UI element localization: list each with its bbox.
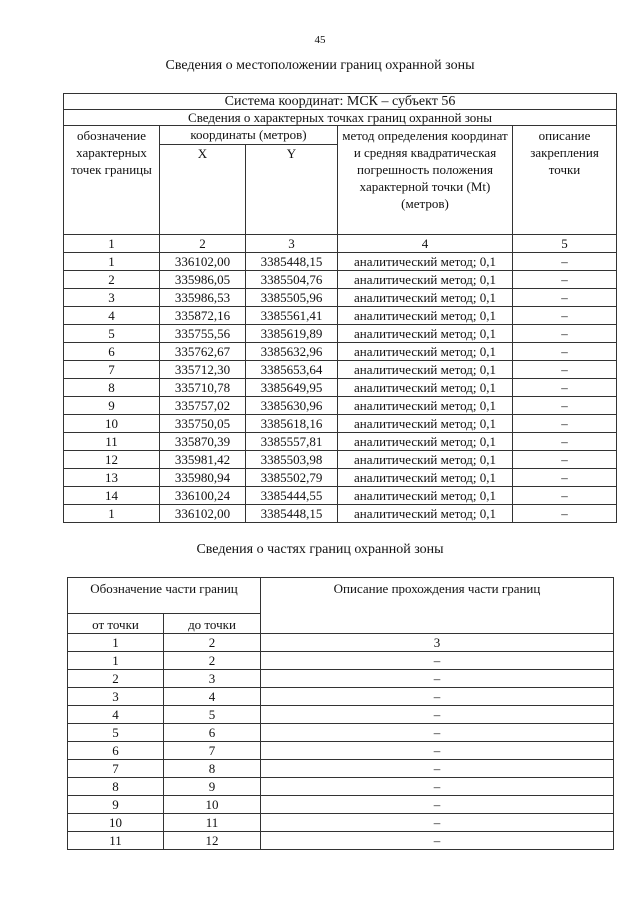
coord-x: 335986,05	[160, 271, 246, 289]
coordinate-system: Система координат: МСК – субъект 56	[64, 94, 617, 110]
description: –	[513, 451, 617, 469]
coord-x: 335757,02	[160, 397, 246, 415]
table-row	[68, 724, 614, 742]
to-point: 7	[164, 742, 261, 760]
coord-x: 335710,78	[160, 379, 246, 397]
section-title-location: Сведения о местоположении границ охранной зоны	[165, 58, 475, 73]
coord-x: 336102,00	[160, 505, 246, 523]
coord-y: 3385448,15	[246, 505, 338, 523]
from-point: 5	[68, 724, 164, 742]
description: –	[513, 469, 617, 487]
coord-y: 3385649,95	[246, 379, 338, 397]
coord-y: 3385561,41	[246, 307, 338, 325]
header-route-description: Описание прохождения части границ	[261, 578, 614, 634]
from-point: 4	[68, 706, 164, 724]
point-number: 12	[64, 451, 160, 469]
table-row	[68, 652, 614, 670]
table-row	[64, 343, 617, 361]
description: –	[513, 289, 617, 307]
table-row	[64, 433, 617, 451]
point-number: 6	[64, 343, 160, 361]
column-number: 1	[68, 634, 164, 652]
point-number: 11	[64, 433, 160, 451]
header-description: описание закрепления точки	[513, 126, 617, 235]
table-row	[64, 505, 617, 523]
point-number: 5	[64, 325, 160, 343]
table-row	[64, 253, 617, 271]
to-point: 3	[164, 670, 261, 688]
table-row	[68, 688, 614, 706]
table-row	[64, 325, 617, 343]
from-point: 11	[68, 832, 164, 850]
coord-y: 3385502,79	[246, 469, 338, 487]
coord-y: 3385448,15	[246, 253, 338, 271]
to-point: 12	[164, 832, 261, 850]
from-point: 10	[68, 814, 164, 832]
point-number: 2	[64, 271, 160, 289]
header-to: до точки	[164, 614, 261, 634]
description: –	[513, 433, 617, 451]
route-description: –	[261, 796, 614, 814]
description: –	[513, 397, 617, 415]
coord-y: 3385503,98	[246, 451, 338, 469]
point-number: 9	[64, 397, 160, 415]
method: аналитический метод; 0,1	[338, 325, 513, 343]
route-description: –	[261, 760, 614, 778]
to-point: 9	[164, 778, 261, 796]
column-number: 5	[513, 235, 617, 253]
method: аналитический метод; 0,1	[338, 361, 513, 379]
points-table	[63, 93, 617, 523]
column-number: 2	[160, 235, 246, 253]
column-number: 2	[164, 634, 261, 652]
header-method: метод определения координат и средняя квадратическая погрешность положения характерной точки (Mt) (метров)	[338, 126, 513, 235]
table-row	[64, 271, 617, 289]
point-number: 1	[64, 505, 160, 523]
table-row	[68, 670, 614, 688]
table-row	[68, 832, 614, 850]
header-x: X	[160, 145, 246, 235]
method: аналитический метод; 0,1	[338, 397, 513, 415]
from-point: 9	[68, 796, 164, 814]
coord-x: 335981,42	[160, 451, 246, 469]
description: –	[513, 343, 617, 361]
description: –	[513, 361, 617, 379]
coord-y: 3385632,96	[246, 343, 338, 361]
coord-x: 335755,56	[160, 325, 246, 343]
coord-y: 3385619,89	[246, 325, 338, 343]
coord-x: 335986,53	[160, 289, 246, 307]
table-row	[64, 289, 617, 307]
route-description: –	[261, 832, 614, 850]
coord-x: 335712,30	[160, 361, 246, 379]
method: аналитический метод; 0,1	[338, 253, 513, 271]
coord-y: 3385618,16	[246, 415, 338, 433]
point-number: 4	[64, 307, 160, 325]
coord-x: 336102,00	[160, 253, 246, 271]
point-number: 7	[64, 361, 160, 379]
table-row	[68, 706, 614, 724]
coord-y: 3385653,64	[246, 361, 338, 379]
description: –	[513, 505, 617, 523]
point-number: 1	[64, 253, 160, 271]
point-number: 13	[64, 469, 160, 487]
table-row	[64, 397, 617, 415]
from-point: 2	[68, 670, 164, 688]
method: аналитический метод; 0,1	[338, 307, 513, 325]
table-row	[64, 379, 617, 397]
route-description: –	[261, 706, 614, 724]
method: аналитический метод; 0,1	[338, 289, 513, 307]
section-title-parts: Сведения о частях границ охранной зоны	[196, 542, 444, 557]
column-number: 4	[338, 235, 513, 253]
coord-y: 3385630,96	[246, 397, 338, 415]
table-row	[64, 451, 617, 469]
route-description: –	[261, 778, 614, 796]
description: –	[513, 307, 617, 325]
table-row	[64, 487, 617, 505]
description: –	[513, 271, 617, 289]
to-point: 5	[164, 706, 261, 724]
description: –	[513, 379, 617, 397]
to-point: 8	[164, 760, 261, 778]
point-number: 3	[64, 289, 160, 307]
method: аналитический метод; 0,1	[338, 343, 513, 361]
column-number-row	[64, 235, 617, 253]
method: аналитический метод; 0,1	[338, 271, 513, 289]
description: –	[513, 325, 617, 343]
method: аналитический метод; 0,1	[338, 379, 513, 397]
description: –	[513, 415, 617, 433]
coord-y: 3385444,55	[246, 487, 338, 505]
to-point: 4	[164, 688, 261, 706]
method: аналитический метод; 0,1	[338, 433, 513, 451]
table-row	[68, 742, 614, 760]
point-number: 8	[64, 379, 160, 397]
table-row	[68, 796, 614, 814]
from-point: 1	[68, 652, 164, 670]
route-description: –	[261, 652, 614, 670]
column-number: 1	[64, 235, 160, 253]
coord-x: 335980,94	[160, 469, 246, 487]
column-number: 3	[246, 235, 338, 253]
method: аналитический метод; 0,1	[338, 505, 513, 523]
to-point: 6	[164, 724, 261, 742]
coord-y: 3385504,76	[246, 271, 338, 289]
coord-x: 335870,39	[160, 433, 246, 451]
from-point: 6	[68, 742, 164, 760]
method: аналитический метод; 0,1	[338, 469, 513, 487]
table-row	[64, 415, 617, 433]
coord-x: 336100,24	[160, 487, 246, 505]
route-description: –	[261, 814, 614, 832]
route-description: –	[261, 742, 614, 760]
coord-y: 3385557,81	[246, 433, 338, 451]
header-coordinates: координаты (метров)	[160, 126, 338, 145]
point-number: 14	[64, 487, 160, 505]
description: –	[513, 487, 617, 505]
table-row	[64, 307, 617, 325]
to-point: 2	[164, 652, 261, 670]
from-point: 7	[68, 760, 164, 778]
parts-table	[67, 577, 614, 850]
table-row	[68, 778, 614, 796]
column-number: 3	[261, 634, 614, 652]
header-part: Обозначение части границ	[68, 578, 261, 614]
table-row	[64, 361, 617, 379]
route-description: –	[261, 670, 614, 688]
table-row	[68, 814, 614, 832]
from-point: 3	[68, 688, 164, 706]
route-description: –	[261, 724, 614, 742]
header-designation: обозначение характерных точек границы	[64, 126, 160, 235]
coord-x: 335750,05	[160, 415, 246, 433]
coord-y: 3385505,96	[246, 289, 338, 307]
point-number: 10	[64, 415, 160, 433]
column-number-row	[68, 634, 614, 652]
page-number: 45	[314, 34, 326, 46]
header-from: от точки	[68, 614, 164, 634]
from-point: 8	[68, 778, 164, 796]
method: аналитический метод; 0,1	[338, 451, 513, 469]
header-y: Y	[246, 145, 338, 235]
route-description: –	[261, 688, 614, 706]
to-point: 10	[164, 796, 261, 814]
points-subtitle: Сведения о характерных точках границ охранной зоны	[64, 110, 617, 126]
to-point: 11	[164, 814, 261, 832]
table-row	[68, 760, 614, 778]
method: аналитический метод; 0,1	[338, 415, 513, 433]
method: аналитический метод; 0,1	[338, 487, 513, 505]
description: –	[513, 253, 617, 271]
table-row	[64, 469, 617, 487]
coord-x: 335872,16	[160, 307, 246, 325]
coord-x: 335762,67	[160, 343, 246, 361]
